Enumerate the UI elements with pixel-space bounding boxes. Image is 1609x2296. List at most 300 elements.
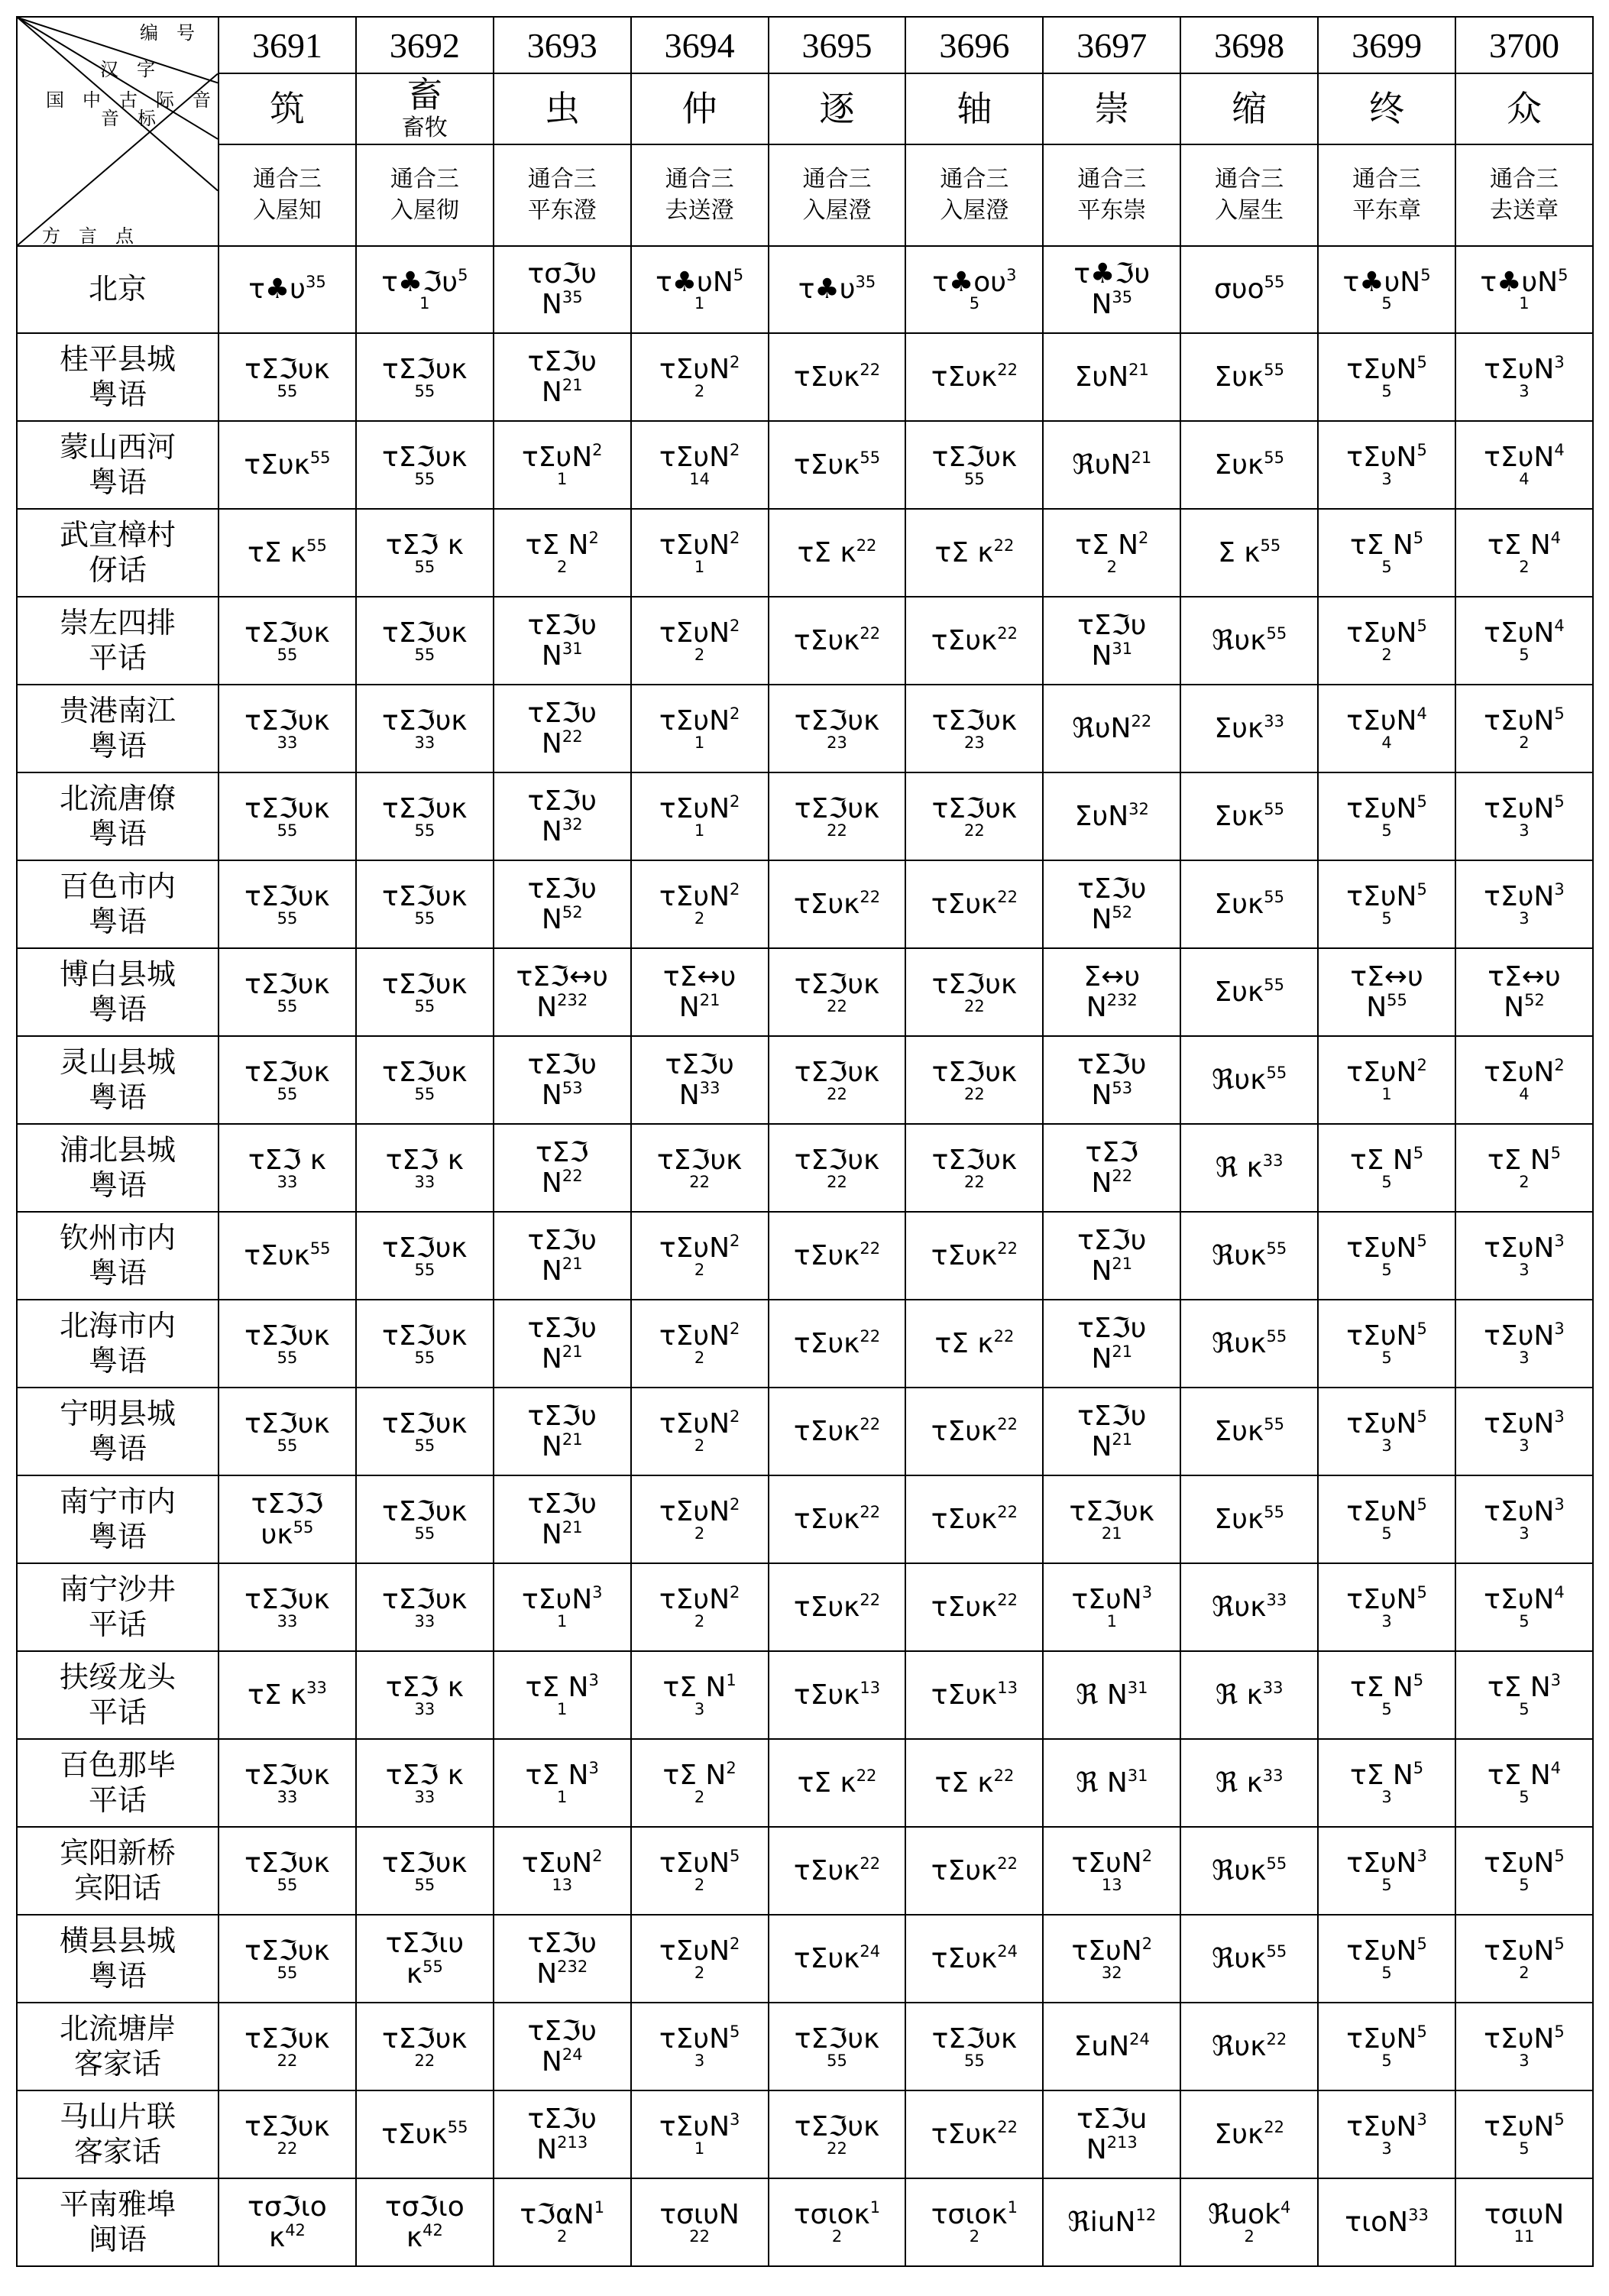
tone-subscript: 5 <box>1381 294 1392 313</box>
ipa-text: τΣυN <box>1484 1847 1555 1880</box>
middle-chinese-line: 入屋生 <box>1215 196 1284 224</box>
ipa-text: τΣυκ <box>931 1503 998 1535</box>
ipa-text: τΣ κ <box>934 536 994 568</box>
tone-subscript: 33 <box>414 1699 435 1718</box>
ipa-text: τΣυN <box>659 2111 730 2143</box>
tone-subscript: 22 <box>964 996 985 1015</box>
table-row <box>17 1212 1593 1300</box>
dialect-point-cell <box>17 860 219 948</box>
ipa-cell <box>1318 597 1455 685</box>
ipa-cell <box>219 1300 356 1388</box>
ipa-cell <box>1455 1212 1593 1300</box>
ipa-text: τΣℑυκ <box>244 881 330 913</box>
ipa-text-line2: N <box>541 1079 562 1111</box>
tone-subscript: 2 <box>694 908 705 928</box>
ipa-cell <box>905 509 1043 597</box>
tone-superscript: 21 <box>1128 360 1149 379</box>
middle-chinese-line: 入屋知 <box>252 196 322 224</box>
han-character: 终 <box>1369 88 1405 130</box>
ipa-cell <box>494 246 631 333</box>
dialect-point-line: 北流塘岸 <box>59 2011 176 2045</box>
ipa-text: τσιυN <box>1484 2199 1565 2231</box>
tone-superscript: 55 <box>1264 273 1285 292</box>
han-character: 仲 <box>681 88 717 130</box>
ipa-cell <box>356 1388 494 1475</box>
ipa-cell <box>631 772 769 860</box>
dialect-point-cell <box>17 509 219 597</box>
middle-chinese-line: 通合三 <box>1352 166 1422 193</box>
ipa-text: τΣυN <box>659 705 730 737</box>
dialect-point-cell <box>17 421 219 509</box>
tone-superscript: 55 <box>1266 1326 1287 1346</box>
ipa-text: τΣℑu <box>1076 2103 1148 2135</box>
ipa-second-line <box>494 990 630 1023</box>
ipa-cell <box>769 948 906 1036</box>
table-row <box>17 246 1593 333</box>
tone-subscript: 22 <box>964 821 985 840</box>
ipa-text: τΣℑυκ <box>382 1057 468 1089</box>
ipa-cell <box>1180 1915 1318 2003</box>
ipa-cell <box>494 333 631 421</box>
ipa-second-line <box>1044 1344 1180 1375</box>
tone-superscript: 55 <box>1266 1854 1287 1873</box>
tone-superscript: 22 <box>856 1766 877 1785</box>
ipa-text: τΣℑυκ <box>794 1057 880 1089</box>
tone-subscript: 33 <box>277 1787 298 1806</box>
ipa-text: ℜυκ <box>1212 1591 1267 1623</box>
ipa-text: τΣℑυ <box>527 697 597 729</box>
ipa-cell <box>905 1651 1043 1739</box>
dialect-point-line: 宾阳话 <box>73 1870 161 1905</box>
tone-subscript: 55 <box>414 1436 435 1455</box>
tone-superscript: 21 <box>562 1254 583 1273</box>
tone-superscript: 21 <box>699 990 720 1009</box>
ipa-text: τΣℑℑ <box>251 1488 324 1520</box>
tone-superscript: 4 <box>1416 704 1427 724</box>
ipa-text: τΣℑυκ <box>382 705 468 737</box>
dialect-point-cell <box>17 772 219 860</box>
ipa-cell <box>356 948 494 1036</box>
ipa-text: τΣυN <box>1484 354 1555 386</box>
tone-subscript: 3 <box>1381 469 1392 488</box>
header-number-cell <box>219 17 356 73</box>
dialect-point-line: 平南雅埠 <box>59 2187 176 2221</box>
tone-superscript: 55 <box>1264 1502 1284 1521</box>
tone-superscript: 2 <box>1141 1935 1153 1954</box>
ipa-text: τ♣υ <box>798 274 856 306</box>
ipa-cell <box>1043 1036 1180 1124</box>
tone-superscript: 55 <box>309 1239 331 1258</box>
tone-subscript: 2 <box>1519 557 1530 576</box>
tone-superscript: 232 <box>557 990 588 1009</box>
corner-label-place: 方 言 点 <box>42 225 134 247</box>
tone-subscript: 33 <box>414 1611 435 1631</box>
ipa-cell <box>356 509 494 597</box>
tone-superscript: 24 <box>1129 2029 1150 2048</box>
ipa-text: τΣℑυ <box>1077 1224 1147 1256</box>
ipa-cell <box>1455 1915 1593 2003</box>
tone-superscript: 55 <box>1264 799 1284 818</box>
ipa-text: ℜ N <box>1076 1679 1128 1711</box>
tone-superscript: 4 <box>1280 2198 1291 2217</box>
ipa-text: τσℑυ <box>527 258 597 290</box>
ipa-text: τΣυκ <box>793 1239 860 1271</box>
ipa-text: τΣυκ <box>793 1503 860 1535</box>
ipa-text: τΣυN <box>1346 881 1417 913</box>
header-char-cell <box>1180 73 1318 144</box>
tone-subscript: 22 <box>827 1172 847 1191</box>
ipa-text: τΣ N <box>525 1760 589 1792</box>
ipa-text: τΣυN <box>659 354 730 386</box>
ipa-second-line <box>494 814 630 847</box>
ipa-text: τΣℑυ <box>1077 1048 1147 1080</box>
ipa-text: τΣ N <box>1349 1672 1413 1704</box>
ipa-text: τΣℑυκ <box>931 2023 1018 2055</box>
ipa-text-line2: υκ <box>261 1518 293 1550</box>
ipa-text: ℜuok <box>1207 2199 1280 2231</box>
ipa-text: Συκ <box>1214 976 1264 1008</box>
han-character: 筑 <box>269 88 305 130</box>
header-middle-chinese-cell <box>494 144 631 246</box>
han-character-note: 畜牧 <box>401 114 448 141</box>
ipa-cell <box>1455 2003 1593 2090</box>
ipa-cell <box>769 1388 906 1475</box>
ipa-text: τΣυN <box>1346 1935 1417 1967</box>
char-number: 3695 <box>801 25 872 65</box>
ipa-text: τΣ N <box>1487 1760 1551 1792</box>
tone-superscript: 3 <box>592 1583 603 1602</box>
ipa-second-line <box>494 2132 630 2165</box>
ipa-cell <box>494 685 631 772</box>
ipa-text: ℜ N <box>1076 1767 1128 1799</box>
ipa-text: τιοN <box>1345 2206 1409 2238</box>
ipa-cell <box>219 509 356 597</box>
ipa-cell <box>1180 1827 1318 1915</box>
ipa-cell <box>1318 421 1455 509</box>
ipa-cell <box>1455 333 1593 421</box>
ipa-cell <box>356 1212 494 1300</box>
ipa-cell <box>494 1563 631 1651</box>
table-row <box>17 860 1593 948</box>
tone-superscript: 4 <box>1554 441 1565 460</box>
tone-subscript: 3 <box>694 2051 705 2070</box>
ipa-cell <box>905 1036 1043 1124</box>
tone-superscript: 33 <box>1408 2205 1429 2224</box>
table-row <box>17 509 1593 597</box>
ipa-cell <box>1180 2003 1318 2090</box>
ipa-cell <box>494 421 631 509</box>
ipa-text: τΣℑυκ <box>931 1057 1018 1089</box>
corner-label-char: 汉 字 <box>100 59 155 80</box>
ipa-text: τΣυN <box>1071 1584 1142 1616</box>
ipa-second-line <box>494 1256 630 1287</box>
tone-superscript: 55 <box>1266 1941 1287 1961</box>
tone-superscript: 55 <box>422 1957 443 1976</box>
tone-superscript: 5 <box>1420 265 1431 284</box>
ipa-cell <box>1455 948 1593 1036</box>
ipa-text: τΣℑυκ <box>382 442 468 474</box>
dialect-point-cell <box>17 597 219 685</box>
tone-superscript: 3 <box>730 2110 740 2129</box>
ipa-text: τΣυκ <box>931 624 998 656</box>
ipa-cell <box>769 2178 906 2266</box>
ipa-cell <box>905 1388 1043 1475</box>
ipa-cell <box>905 1212 1043 1300</box>
tone-superscript: 5 <box>1416 1935 1427 1954</box>
dialect-point-cell <box>17 1036 219 1124</box>
ipa-text: τΣℑ <box>535 1136 589 1168</box>
char-number: 3694 <box>664 25 735 65</box>
ipa-cell <box>356 421 494 509</box>
ipa-text: τΣℑυκ <box>382 793 468 825</box>
ipa-text: ℜυκ <box>1212 1327 1267 1359</box>
ipa-cell <box>494 2090 631 2178</box>
tone-superscript: 2 <box>726 1759 737 1778</box>
tone-superscript: 5 <box>1554 1935 1565 1954</box>
tone-superscript: 2 <box>1416 1056 1427 1075</box>
tone-subscript: 55 <box>414 645 435 664</box>
ipa-text: τΣℑυκ <box>244 969 330 1001</box>
ipa-text: τΣℑυκ <box>794 793 880 825</box>
ipa-cell <box>1043 1388 1180 1475</box>
tone-superscript: 2 <box>1554 1056 1565 1075</box>
tone-superscript: 21 <box>1112 1342 1133 1361</box>
tone-superscript: 22 <box>860 1590 881 1609</box>
ipa-text: τΣℑυκ <box>656 1145 743 1177</box>
ipa-text: τΣ N <box>662 1760 727 1792</box>
ipa-text: τΣυN <box>1484 617 1555 649</box>
ipa-cell <box>1180 597 1318 685</box>
ipa-cell <box>769 2090 906 2178</box>
ipa-text: τΣℑυ <box>527 785 597 817</box>
tone-superscript: 31 <box>1127 1766 1148 1785</box>
ipa-text: τΣυN <box>1484 793 1555 825</box>
ipa-text: τΣℑυκ <box>244 1847 330 1880</box>
tone-subscript: 2 <box>1519 1963 1530 1982</box>
ipa-second-line <box>632 990 768 1023</box>
tone-superscript: 32 <box>562 814 583 834</box>
ipa-text: συο <box>1213 274 1264 306</box>
ipa-text: τΣ N <box>662 1672 727 1704</box>
ipa-cell <box>494 509 631 597</box>
ipa-cell <box>1318 1212 1455 1300</box>
ipa-text: τΣℑυ <box>665 1048 734 1080</box>
tone-subscript: 5 <box>1519 2139 1530 2158</box>
ipa-second-line <box>1456 990 1592 1023</box>
ipa-cell <box>631 2003 769 2090</box>
tone-subscript: 32 <box>1101 1963 1122 1982</box>
ipa-cell <box>1318 1651 1455 1739</box>
ipa-text: τΣυN <box>1346 1496 1417 1528</box>
ipa-cell <box>631 1739 769 1827</box>
ipa-text: τΣℑυκ <box>1069 1496 1155 1528</box>
ipa-second-line <box>1044 1256 1180 1287</box>
ipa-cell <box>905 1827 1043 1915</box>
char-number: 3697 <box>1076 25 1148 65</box>
ipa-second-line <box>1044 1432 1180 1462</box>
middle-chinese-line: 通合三 <box>665 166 734 193</box>
ipa-text: τσιυN <box>659 2199 740 2231</box>
tone-superscript: 21 <box>1112 1254 1133 1273</box>
ipa-text: τΣℑυ <box>527 2103 597 2135</box>
ipa-text: τΣℑ κ <box>385 529 464 562</box>
tone-subscript: 55 <box>414 1524 435 1543</box>
tone-subscript: 55 <box>277 1963 298 1982</box>
char-number: 3700 <box>1488 25 1559 65</box>
dialect-point-line: 贵港南江 <box>59 693 176 727</box>
han-character: 缩 <box>1232 88 1267 130</box>
ipa-cell <box>769 1915 906 2003</box>
tone-subscript: 55 <box>277 908 298 928</box>
ipa-cell <box>1455 860 1593 948</box>
ipa-cell <box>1043 948 1180 1036</box>
ipa-cell <box>494 948 631 1036</box>
ipa-cell <box>494 1651 631 1739</box>
middle-chinese-line: 通合三 <box>1215 166 1284 193</box>
ipa-cell <box>219 1388 356 1475</box>
ipa-text-line2: N <box>541 289 562 320</box>
tone-subscript: 4 <box>1519 469 1530 488</box>
ipa-cell <box>1318 1915 1455 2003</box>
ipa-cell <box>1043 2090 1180 2178</box>
header-row-middle-chinese <box>17 144 1593 246</box>
ipa-text: τℑαN <box>520 2199 594 2231</box>
table-row <box>17 1563 1593 1651</box>
dialect-point-line: 浦北县城 <box>59 1132 176 1167</box>
ipa-text-line2: κ <box>406 2221 423 2253</box>
table-row <box>17 948 1593 1036</box>
tone-subscript: 2 <box>694 1611 705 1631</box>
ipa-text: τΣℑυκ <box>244 2111 330 2143</box>
tone-subscript: 55 <box>414 1084 435 1103</box>
tone-subscript: 3 <box>1519 381 1530 400</box>
table-row <box>17 1739 1593 1827</box>
ipa-cell <box>905 2003 1043 2090</box>
ipa-cell <box>356 1827 494 1915</box>
ipa-text: ℜυκ <box>1212 1064 1267 1096</box>
ipa-text: τΣυN <box>1346 705 1417 737</box>
ipa-cell <box>769 1036 906 1124</box>
table-row <box>17 1827 1593 1915</box>
corner-label-number: 编 号 <box>140 22 195 44</box>
ipa-cell <box>1455 1827 1593 1915</box>
tone-superscript: 3 <box>588 1759 599 1778</box>
dialect-point-cell <box>17 1475 219 1563</box>
tone-subscript: 2 <box>1244 2226 1255 2246</box>
tone-superscript: 35 <box>855 273 876 292</box>
tone-superscript: 55 <box>1264 887 1284 906</box>
ipa-cell <box>1043 685 1180 772</box>
tone-superscript: 5 <box>1416 1583 1427 1602</box>
ipa-cell <box>769 509 906 597</box>
dialect-point-line: 平话 <box>88 1607 147 1641</box>
tone-superscript: 2 <box>730 880 740 899</box>
ipa-text: ℜiuN <box>1067 2206 1136 2238</box>
ipa-cell <box>631 1651 769 1739</box>
tone-superscript: 21 <box>562 375 583 394</box>
middle-chinese-line: 平东崇 <box>1077 196 1147 224</box>
dialect-point-line: 粤语 <box>88 377 147 411</box>
table-row <box>17 1388 1593 1475</box>
ipa-text: τΣυN <box>1346 793 1417 825</box>
tone-subscript: 1 <box>419 294 430 313</box>
ipa-cell <box>1043 1124 1180 1212</box>
ipa-cell <box>631 597 769 685</box>
tone-subscript: 33 <box>277 733 298 752</box>
tone-subscript: 55 <box>964 2051 985 2070</box>
ipa-cell <box>494 1124 631 1212</box>
tone-subscript: 2 <box>694 1963 705 1982</box>
tone-superscript: 33 <box>1262 1678 1284 1697</box>
han-character: 众 <box>1506 88 1542 130</box>
tone-subscript: 33 <box>277 1611 298 1631</box>
tone-superscript: 22 <box>860 360 881 379</box>
dialect-point-cell <box>17 685 219 772</box>
ipa-text: τΣℑυκ <box>931 969 1018 1001</box>
dialect-point-cell <box>17 1827 219 1915</box>
ipa-text: τσιοκ <box>793 2199 870 2231</box>
tone-subscript: 5 <box>1381 1875 1392 1894</box>
header-number-cell <box>1180 17 1318 73</box>
tone-superscript: 21 <box>562 1430 583 1449</box>
ipa-second-line <box>494 2047 630 2077</box>
ipa-cell <box>219 1475 356 1563</box>
ipa-text: Συκ <box>1214 888 1264 920</box>
ipa-cell <box>219 860 356 948</box>
ipa-second-line <box>357 2220 493 2253</box>
tone-superscript: 22 <box>860 887 881 906</box>
ipa-text: τΣℑυκ <box>244 793 330 825</box>
tone-superscript: 55 <box>1264 448 1284 467</box>
tone-subscript: 22 <box>277 2051 298 2070</box>
tone-subscript: 3 <box>1519 821 1530 840</box>
tone-superscript: 52 <box>562 902 583 921</box>
tone-superscript: 2 <box>1141 1847 1153 1866</box>
tone-subscript: 3 <box>1381 1787 1392 1806</box>
ipa-text: τΣℑυκ <box>244 1320 330 1352</box>
header-char-cell <box>1043 73 1180 144</box>
han-character: 虫 <box>544 88 580 130</box>
ipa-text: τΣυκ <box>381 2118 448 2150</box>
ipa-cell <box>769 1212 906 1300</box>
tone-superscript: 3 <box>1554 353 1565 372</box>
tone-subscript: 2 <box>1106 557 1117 576</box>
dialect-point-line: 北海市内 <box>59 1308 176 1342</box>
tone-superscript: 55 <box>309 448 331 467</box>
middle-chinese-line: 通合三 <box>390 166 459 193</box>
ipa-cell <box>356 1739 494 1827</box>
tone-subscript: 5 <box>1381 557 1392 576</box>
tone-subscript: 55 <box>414 557 435 576</box>
tone-superscript: 22 <box>860 1326 881 1346</box>
ipa-text: τΣυN <box>659 2023 730 2055</box>
tone-superscript: 3 <box>1554 1407 1565 1426</box>
tone-superscript: 2 <box>730 1935 740 1954</box>
ipa-text: Συκ <box>1214 1415 1264 1447</box>
tone-superscript: 22 <box>856 536 877 555</box>
corner-diagonals <box>18 18 229 245</box>
ipa-text: ℜ κ <box>1215 1151 1263 1184</box>
tone-subscript: 5 <box>1519 1787 1530 1806</box>
ipa-second-line <box>1044 990 1180 1023</box>
middle-chinese-line: 平东章 <box>1352 196 1422 224</box>
tone-subscript: 1 <box>694 557 705 576</box>
tone-superscript: 35 <box>305 273 326 292</box>
table-row <box>17 2003 1593 2090</box>
tone-superscript: 33 <box>306 1678 327 1697</box>
ipa-text: τΣℑυκ <box>382 881 468 913</box>
ipa-second-line <box>1044 2132 1180 2165</box>
